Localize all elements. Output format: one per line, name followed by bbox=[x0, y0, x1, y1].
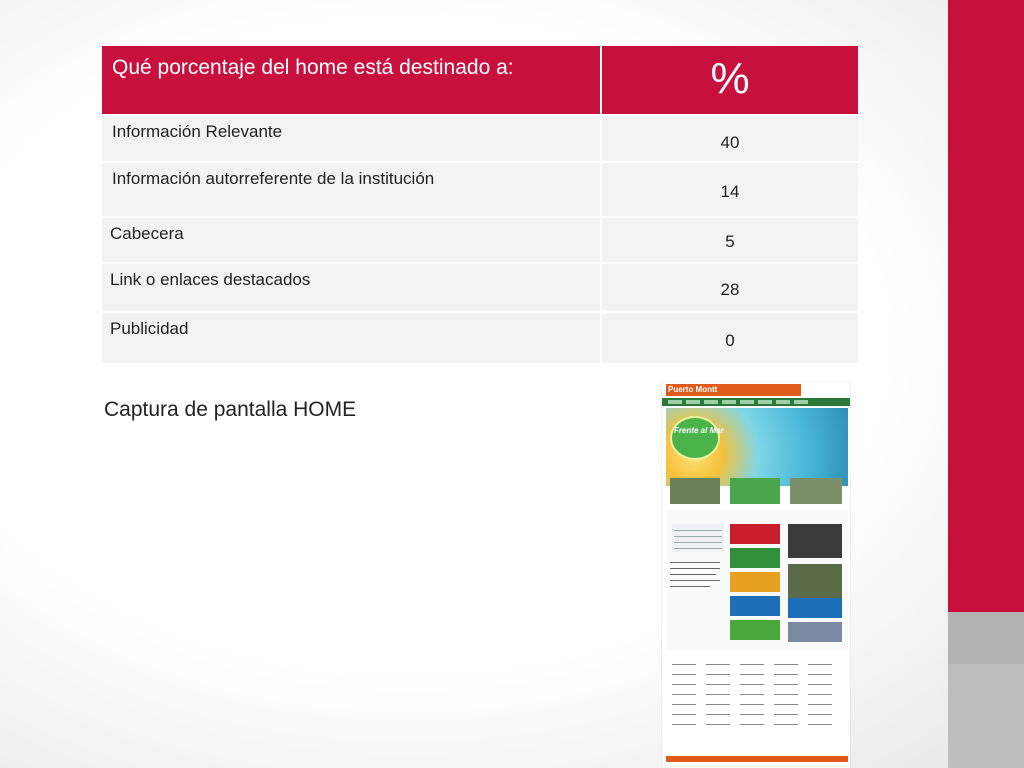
home-screenshot-thumbnail bbox=[662, 382, 850, 768]
header-question: Qué porcentaje del home está destinado a: bbox=[112, 56, 514, 79]
row-label: Publicidad bbox=[110, 319, 189, 338]
thumb-video bbox=[788, 564, 842, 598]
thumb-calendar bbox=[672, 524, 724, 552]
header-question-cell bbox=[102, 46, 601, 115]
row-value: 5 bbox=[725, 232, 735, 251]
thumb-button bbox=[730, 620, 780, 640]
row-value-cell bbox=[601, 263, 858, 312]
row-value: 40 bbox=[720, 133, 740, 152]
row-label-cell bbox=[102, 115, 601, 162]
table-row bbox=[102, 162, 858, 217]
thumb-photo-strip bbox=[670, 478, 842, 504]
thumb-site-name: Puerto Montt bbox=[668, 385, 718, 394]
thumb-banner-text: Frente al Mar bbox=[674, 426, 724, 435]
thumb-footer bbox=[666, 654, 848, 768]
thumb-banner-logo bbox=[670, 416, 720, 460]
percentage-table bbox=[102, 46, 858, 365]
thumb-button bbox=[730, 572, 780, 592]
thumb-video bbox=[788, 598, 842, 618]
row-value: 0 bbox=[725, 331, 735, 350]
row-value: 14 bbox=[720, 182, 740, 201]
thumb-nav-bar bbox=[662, 398, 850, 406]
header-percent-cell bbox=[601, 46, 858, 115]
row-value-cell bbox=[601, 217, 858, 263]
thumb-button bbox=[730, 524, 780, 544]
row-label-cell bbox=[102, 217, 601, 263]
table-row bbox=[102, 217, 858, 263]
row-label: Información autorreferente de la institución bbox=[112, 169, 435, 188]
thumb-button bbox=[730, 596, 780, 616]
thumb-footer-bar bbox=[666, 756, 848, 762]
row-label-cell bbox=[102, 263, 601, 312]
row-value: 28 bbox=[720, 280, 740, 299]
row-label-cell bbox=[102, 162, 601, 217]
side-gray-bar bbox=[948, 612, 1024, 768]
row-label-cell bbox=[102, 312, 601, 364]
thumb-button bbox=[730, 548, 780, 568]
side-accent-bar bbox=[948, 0, 1024, 612]
table-row bbox=[102, 312, 858, 364]
table-header-row bbox=[102, 46, 858, 115]
thumb-video bbox=[788, 622, 842, 642]
thumb-video bbox=[788, 524, 842, 558]
row-label: Link o enlaces destacados bbox=[110, 270, 311, 289]
row-value-cell bbox=[601, 312, 858, 364]
row-value-cell bbox=[601, 115, 858, 162]
header-percent-symbol: % bbox=[710, 54, 750, 103]
row-label: Cabecera bbox=[110, 224, 184, 243]
row-value-cell bbox=[601, 162, 858, 217]
table-row bbox=[102, 263, 858, 312]
table-row bbox=[102, 115, 858, 162]
row-label: Información Relevante bbox=[112, 122, 283, 141]
caption-text: Captura de pantalla HOME bbox=[104, 398, 357, 421]
